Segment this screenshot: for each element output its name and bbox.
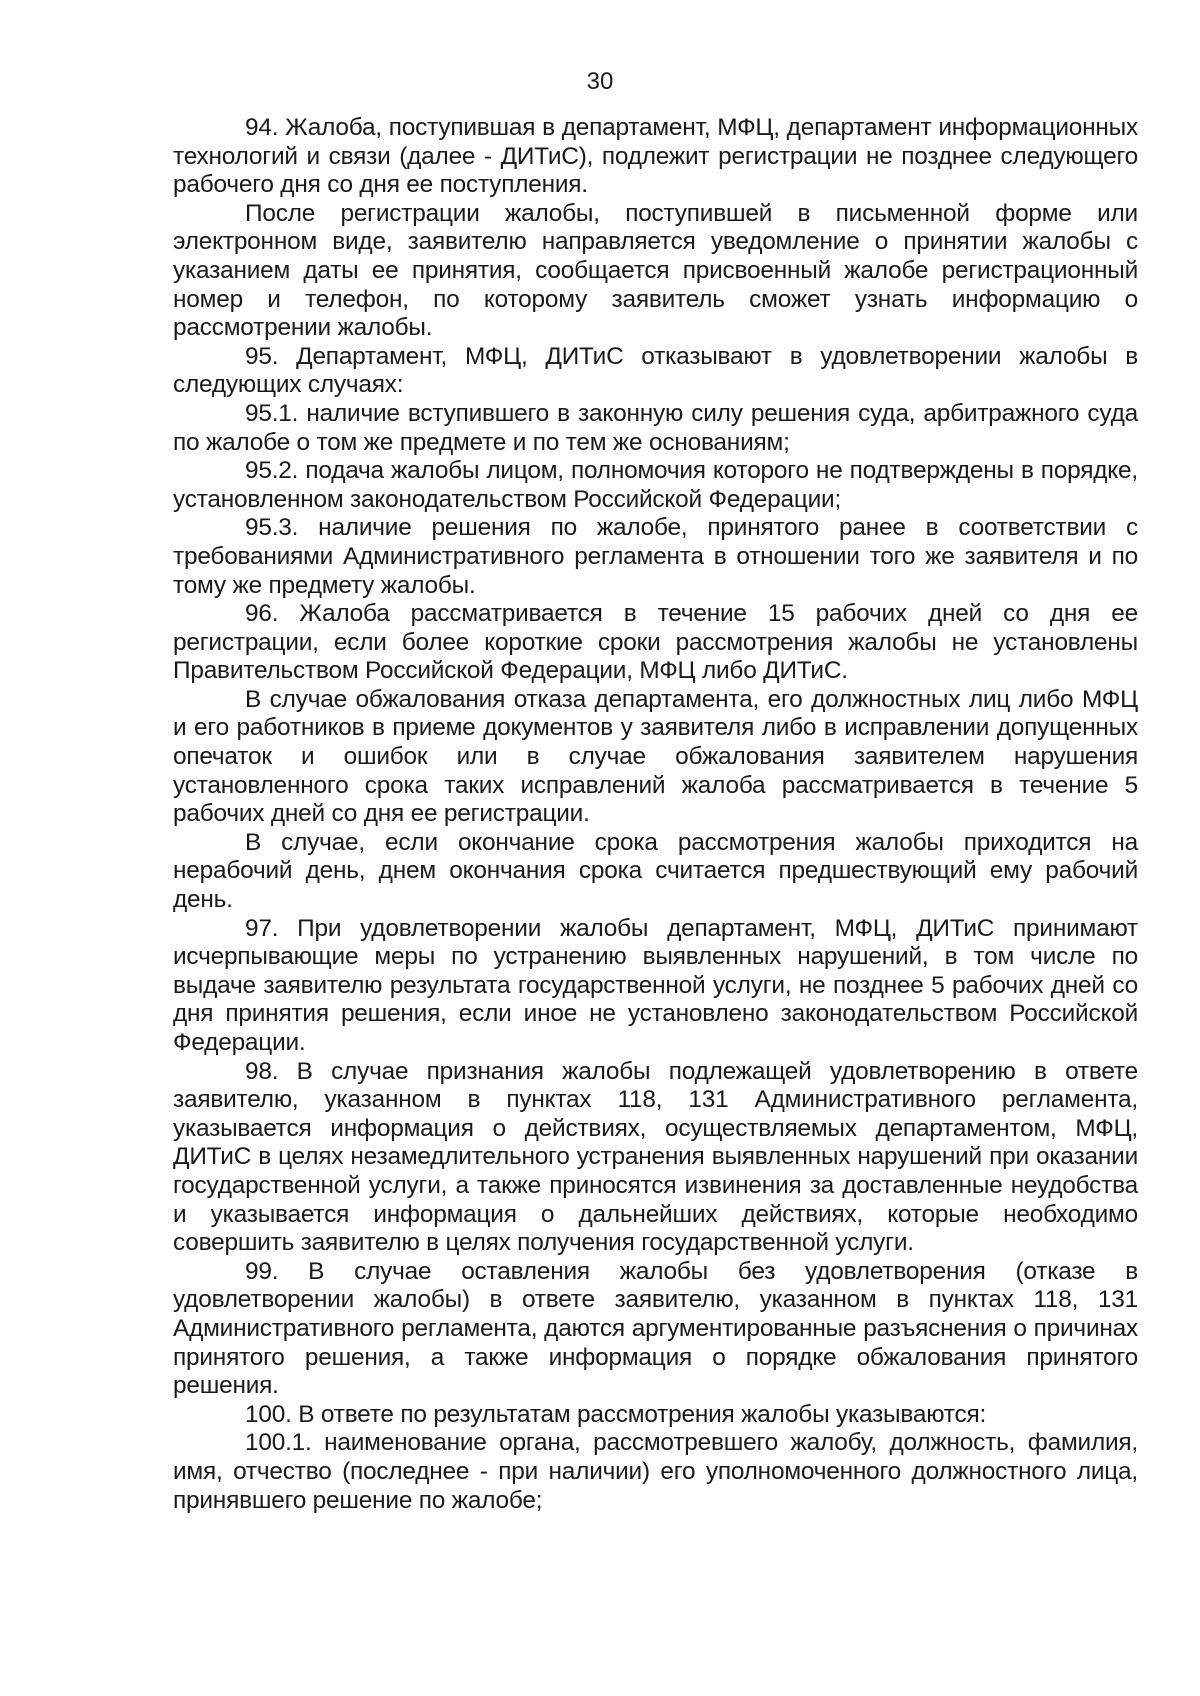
- paragraph-95-1: 95.1. наличие вступившего в законную силу решения суда, арбитражного суда по жалобе о том же предмете и по тем же основаниям;: [173, 399, 1138, 456]
- paragraph-99: 99. В случае оставления жалобы без удовлетворения (отказе в удовлетворении жалобы) в ответе заявителю, указанном в пунктах 118, 131 Административного регламента, даются аргументированные разъяснения о причинах принятого решения, а также информация о порядке обжалования принятого решения.: [173, 1257, 1138, 1400]
- page-number: 30: [586, 68, 614, 95]
- paragraph-97: 97. При удовлетворении жалобы департамент, МФЦ, ДИТиС принимают исчерпывающие меры по устранению выявленных нарушений, в том числе по выдаче заявителю результата государственной услуги, не позднее 5 рабочих дней со дня принятия решения, если иное не установлено законодательством Российской Федерации.: [173, 914, 1138, 1056]
- paragraph-94-registration-notice: После регистрации жалобы, поступившей в письменной форме или электронном виде, заявителю направляется уведомление о принятии жалобы с указанием даты ее принятия, сообщается присвоенный жалобе регистрационный номер и телефон, по которому заявитель сможет узнать информацию о рассмотрении жалобы.: [173, 199, 1138, 342]
- paragraph-100-1: 100.1. наименование органа, рассмотревшего жалобу, должность, фамилия, имя, отчество (последнее - при наличии) его уполномоченного должностного лица, принявшего решение по жалобе;: [173, 1429, 1138, 1514]
- paragraph-96: 96. Жалоба рассматривается в течение 15 рабочих дней со дня ее регистрации, если более короткие сроки рассмотрения жалобы не установлены Правительством Российской Федерации, МФЦ либо ДИТиС.: [173, 600, 1138, 685]
- paragraph-95: 95. Департамент, МФЦ, ДИТиС отказывают в удовлетворении жалобы в следующих случаях:: [173, 342, 1138, 399]
- paragraph-94: 94. Жалоба, поступившая в департамент, МФЦ, департамент информационных технологий и связи (далее - ДИТиС), подлежит регистрации не позднее следующего рабочего дня со дня ее поступления.: [173, 114, 1138, 199]
- paragraph-96-non-working-day: В случае, если окончание срока рассмотрения жалобы приходится на нерабочий день, днем окончания срока считается предшествующий ему рабочий день.: [173, 828, 1138, 914]
- paragraph-95-3: 95.3. наличие решения по жалобе, принятого ранее в соответствии с требованиями Административного регламента в отношении того же заявителя и по тому же предмету жалобы.: [173, 514, 1138, 599]
- paragraph-98: 98. В случае признания жалобы подлежащей удовлетворению в ответе заявителю, указанном в пунктах 118, 131 Административного регламента, указывается информация о действиях, осуществляемых департаментом, МФЦ, ДИТиС в целях незамедлительного устранения выявленных нарушений при оказании государственной услуги, а также приносятся извинения за доставленные неудобства и указывается информация о дальнейших действиях, которые необходимо совершить заявителю в целях получения государственной услуги.: [173, 1057, 1138, 1257]
- document-body: [173, 114, 1138, 1515]
- paragraph-100: 100. В ответе по результатам рассмотрения жалобы указываются:: [245, 1400, 987, 1428]
- paragraph-96-refusal-appeal: В случае обжалования отказа департамента, его должностных лиц либо МФЦ и его работников в приеме документов у заявителя либо в исправлении допущенных опечаток и ошибок или в случае обжалования заявителем нарушения установленного срока таких исправлений жалоба рассматривается в течение 5 рабочих дней со дня ее регистрации.: [173, 685, 1138, 828]
- paragraph-95-2: 95.2. подача жалобы лицом, полномочия которого не подтверждены в порядке, установленном законодательством Российской Федерации;: [173, 457, 1138, 513]
